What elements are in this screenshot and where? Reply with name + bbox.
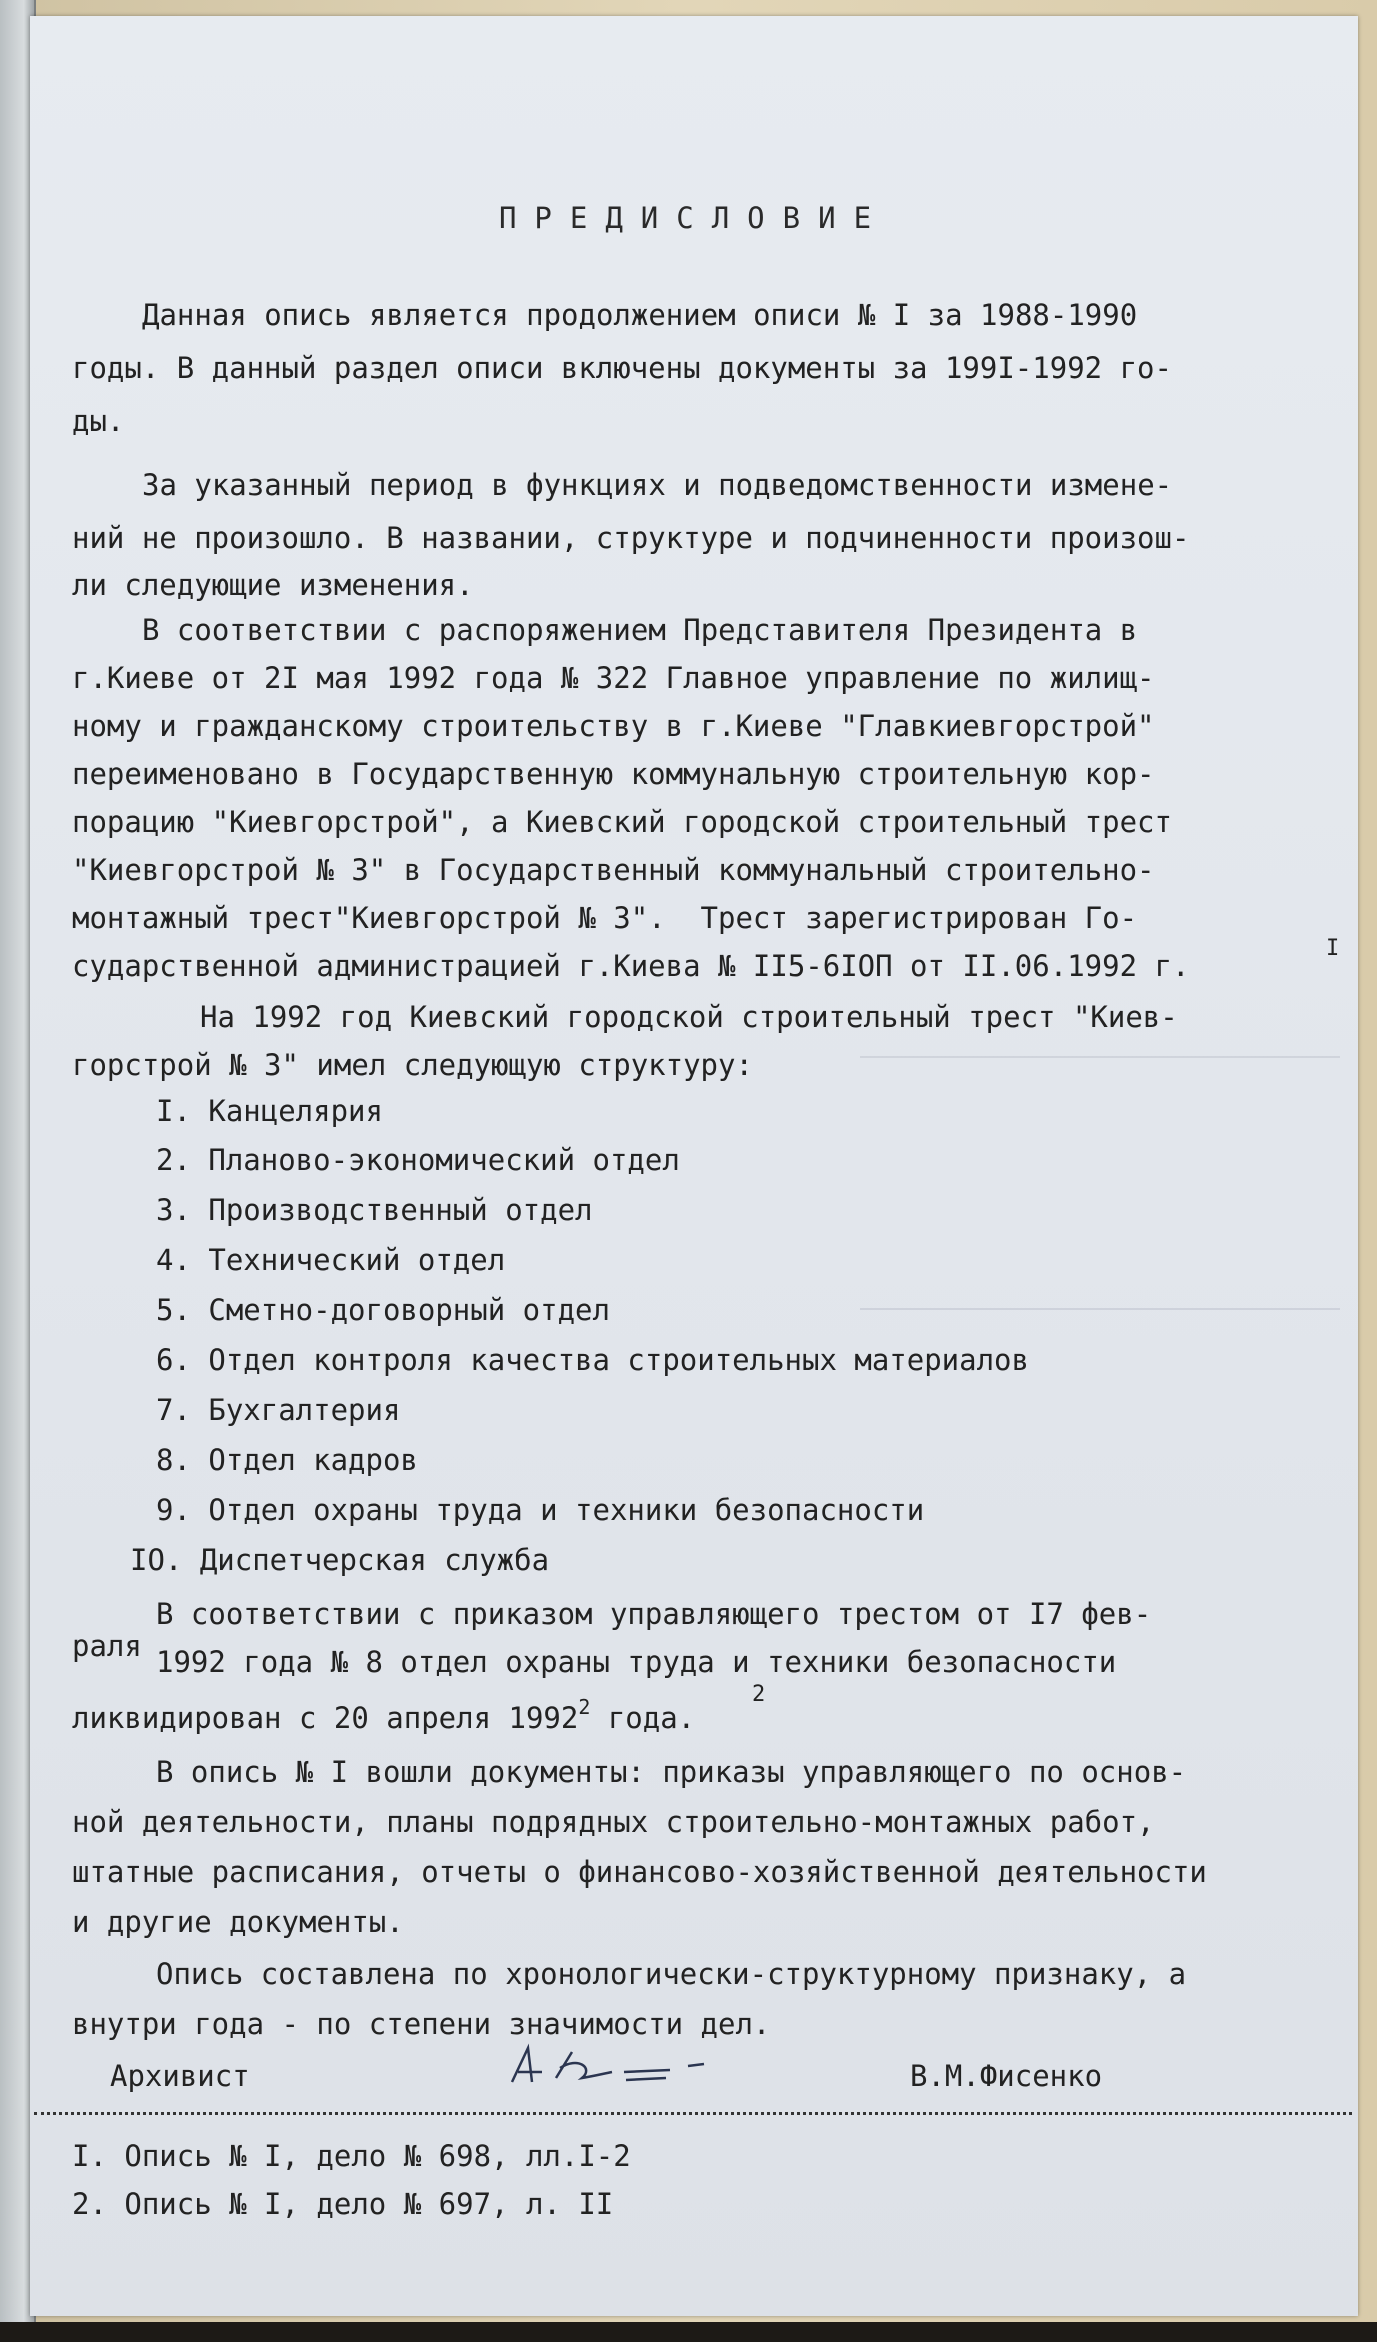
- structure-item: IO. Диспетчерская служба: [130, 1543, 550, 1577]
- decree-line: ному и гражданскому строительству в г.Киеве "Главкиевгорстрой": [72, 709, 1155, 743]
- footnote-separator: [34, 2112, 1352, 2115]
- order-line: [72, 1695, 696, 1735]
- contents-line: ной деятельности, планы подрядных строительно-монтажных работ,: [72, 1805, 1155, 1839]
- decree-line: сударственной администрацией г.Киева № II5-6IОП от II.06.1992 г.: [72, 949, 1190, 983]
- signatory-role: Архивист: [110, 2059, 250, 2093]
- order-year-superscript: 2: [578, 1695, 591, 1719]
- show-through-table: [860, 1056, 1340, 1310]
- decree-line: порацию "Киевгорстрой", а Киевский городской строительный трест: [72, 805, 1172, 839]
- decree-line: монтажный трест"Киевгорстрой № 3". Трест зарегистрирован Го-: [72, 901, 1138, 935]
- bottom-shadow: [0, 2322, 1377, 2342]
- order-line-margin: раля: [72, 1629, 142, 1663]
- document-sheet: [30, 16, 1358, 2316]
- changes-line: За указанный период в функциях и подведомственности измене-: [142, 468, 1173, 502]
- structure-item: 5. Сметно-договорный отдел: [156, 1293, 610, 1327]
- structure-item: 6. Отдел контроля качества строительных материалов: [156, 1343, 1029, 1377]
- structure-item: 7. Бухгалтерия: [156, 1393, 401, 1427]
- structure-item: 3. Производственный отдел: [156, 1193, 593, 1227]
- contents-line: и другие документы.: [72, 1905, 404, 1939]
- structure-item: 2. Планово-экономический отдел: [156, 1143, 680, 1177]
- structure-item: I. Канцелярия: [156, 1094, 383, 1128]
- arrangement-line: внутри года - по степени значимости дел.: [72, 2007, 771, 2041]
- decree-line: В соответствии с распоряжением Представителя Президента в: [142, 613, 1138, 647]
- order-line: В соответствии с приказом управляющего трестом от I7 фев-: [156, 1597, 1152, 1631]
- structure-intro-line: горстрой № 3" имел следующую структуру:: [72, 1048, 753, 1082]
- intro-line: ды.: [72, 404, 125, 438]
- decree-line: переименовано в Государственную коммунальную строительную кор-: [72, 757, 1155, 791]
- order-text-end: года.: [590, 1701, 696, 1735]
- structure-intro-line: На 1992 год Киевский городской строительный трест "Киев-: [200, 1000, 1178, 1034]
- decree-line: г.Киеве от 2I мая 1992 года № 322 Главное управление по жилищ-: [72, 661, 1155, 695]
- footnote: 2. Опись № I, дело № 697, л. II: [72, 2187, 614, 2221]
- footnote-mark-1: I: [1326, 936, 1340, 961]
- changes-line: ний не произошло. В названии, структуре и подчиненности произош-: [72, 521, 1190, 555]
- structure-item: 9. Отдел охраны труда и техники безопасности: [156, 1493, 925, 1527]
- intro-line: годы. В данный раздел описи включены документы за 199I-1992 го-: [72, 351, 1172, 385]
- handwritten-signature: [498, 2038, 738, 2098]
- intro-line: Данная опись является продолжением описи № I за 1988-1990: [142, 298, 1138, 332]
- footnote-mark-2: 2: [752, 1682, 766, 1707]
- structure-item: 8. Отдел кадров: [156, 1443, 418, 1477]
- signatory-name: В.М.Фисенко: [910, 2059, 1103, 2093]
- decree-line: "Киевгорстрой № 3" в Государственный коммунальный строительно-: [72, 853, 1155, 887]
- contents-line: штатные расписания, отчеты о финансово-хозяйственной деятельности: [72, 1855, 1207, 1889]
- changes-line: ли следующие изменения.: [72, 568, 474, 602]
- footnote: I. Опись № I, дело № 698, лл.I-2: [72, 2139, 631, 2173]
- contents-line: В опись № I вошли документы: приказы управляющего по основ-: [156, 1755, 1187, 1789]
- order-line: 1992 года № 8 отдел охраны труда и техники безопасности: [156, 1645, 1117, 1679]
- structure-item: 4. Технический отдел: [156, 1243, 506, 1277]
- arrangement-line: Опись составлена по хронологически-структурному признаку, а: [156, 1957, 1187, 1991]
- document-title: ПРЕДИСЛОВИЕ: [498, 201, 890, 235]
- order-text: ликвидирован с 20 апреля 1992: [72, 1701, 579, 1735]
